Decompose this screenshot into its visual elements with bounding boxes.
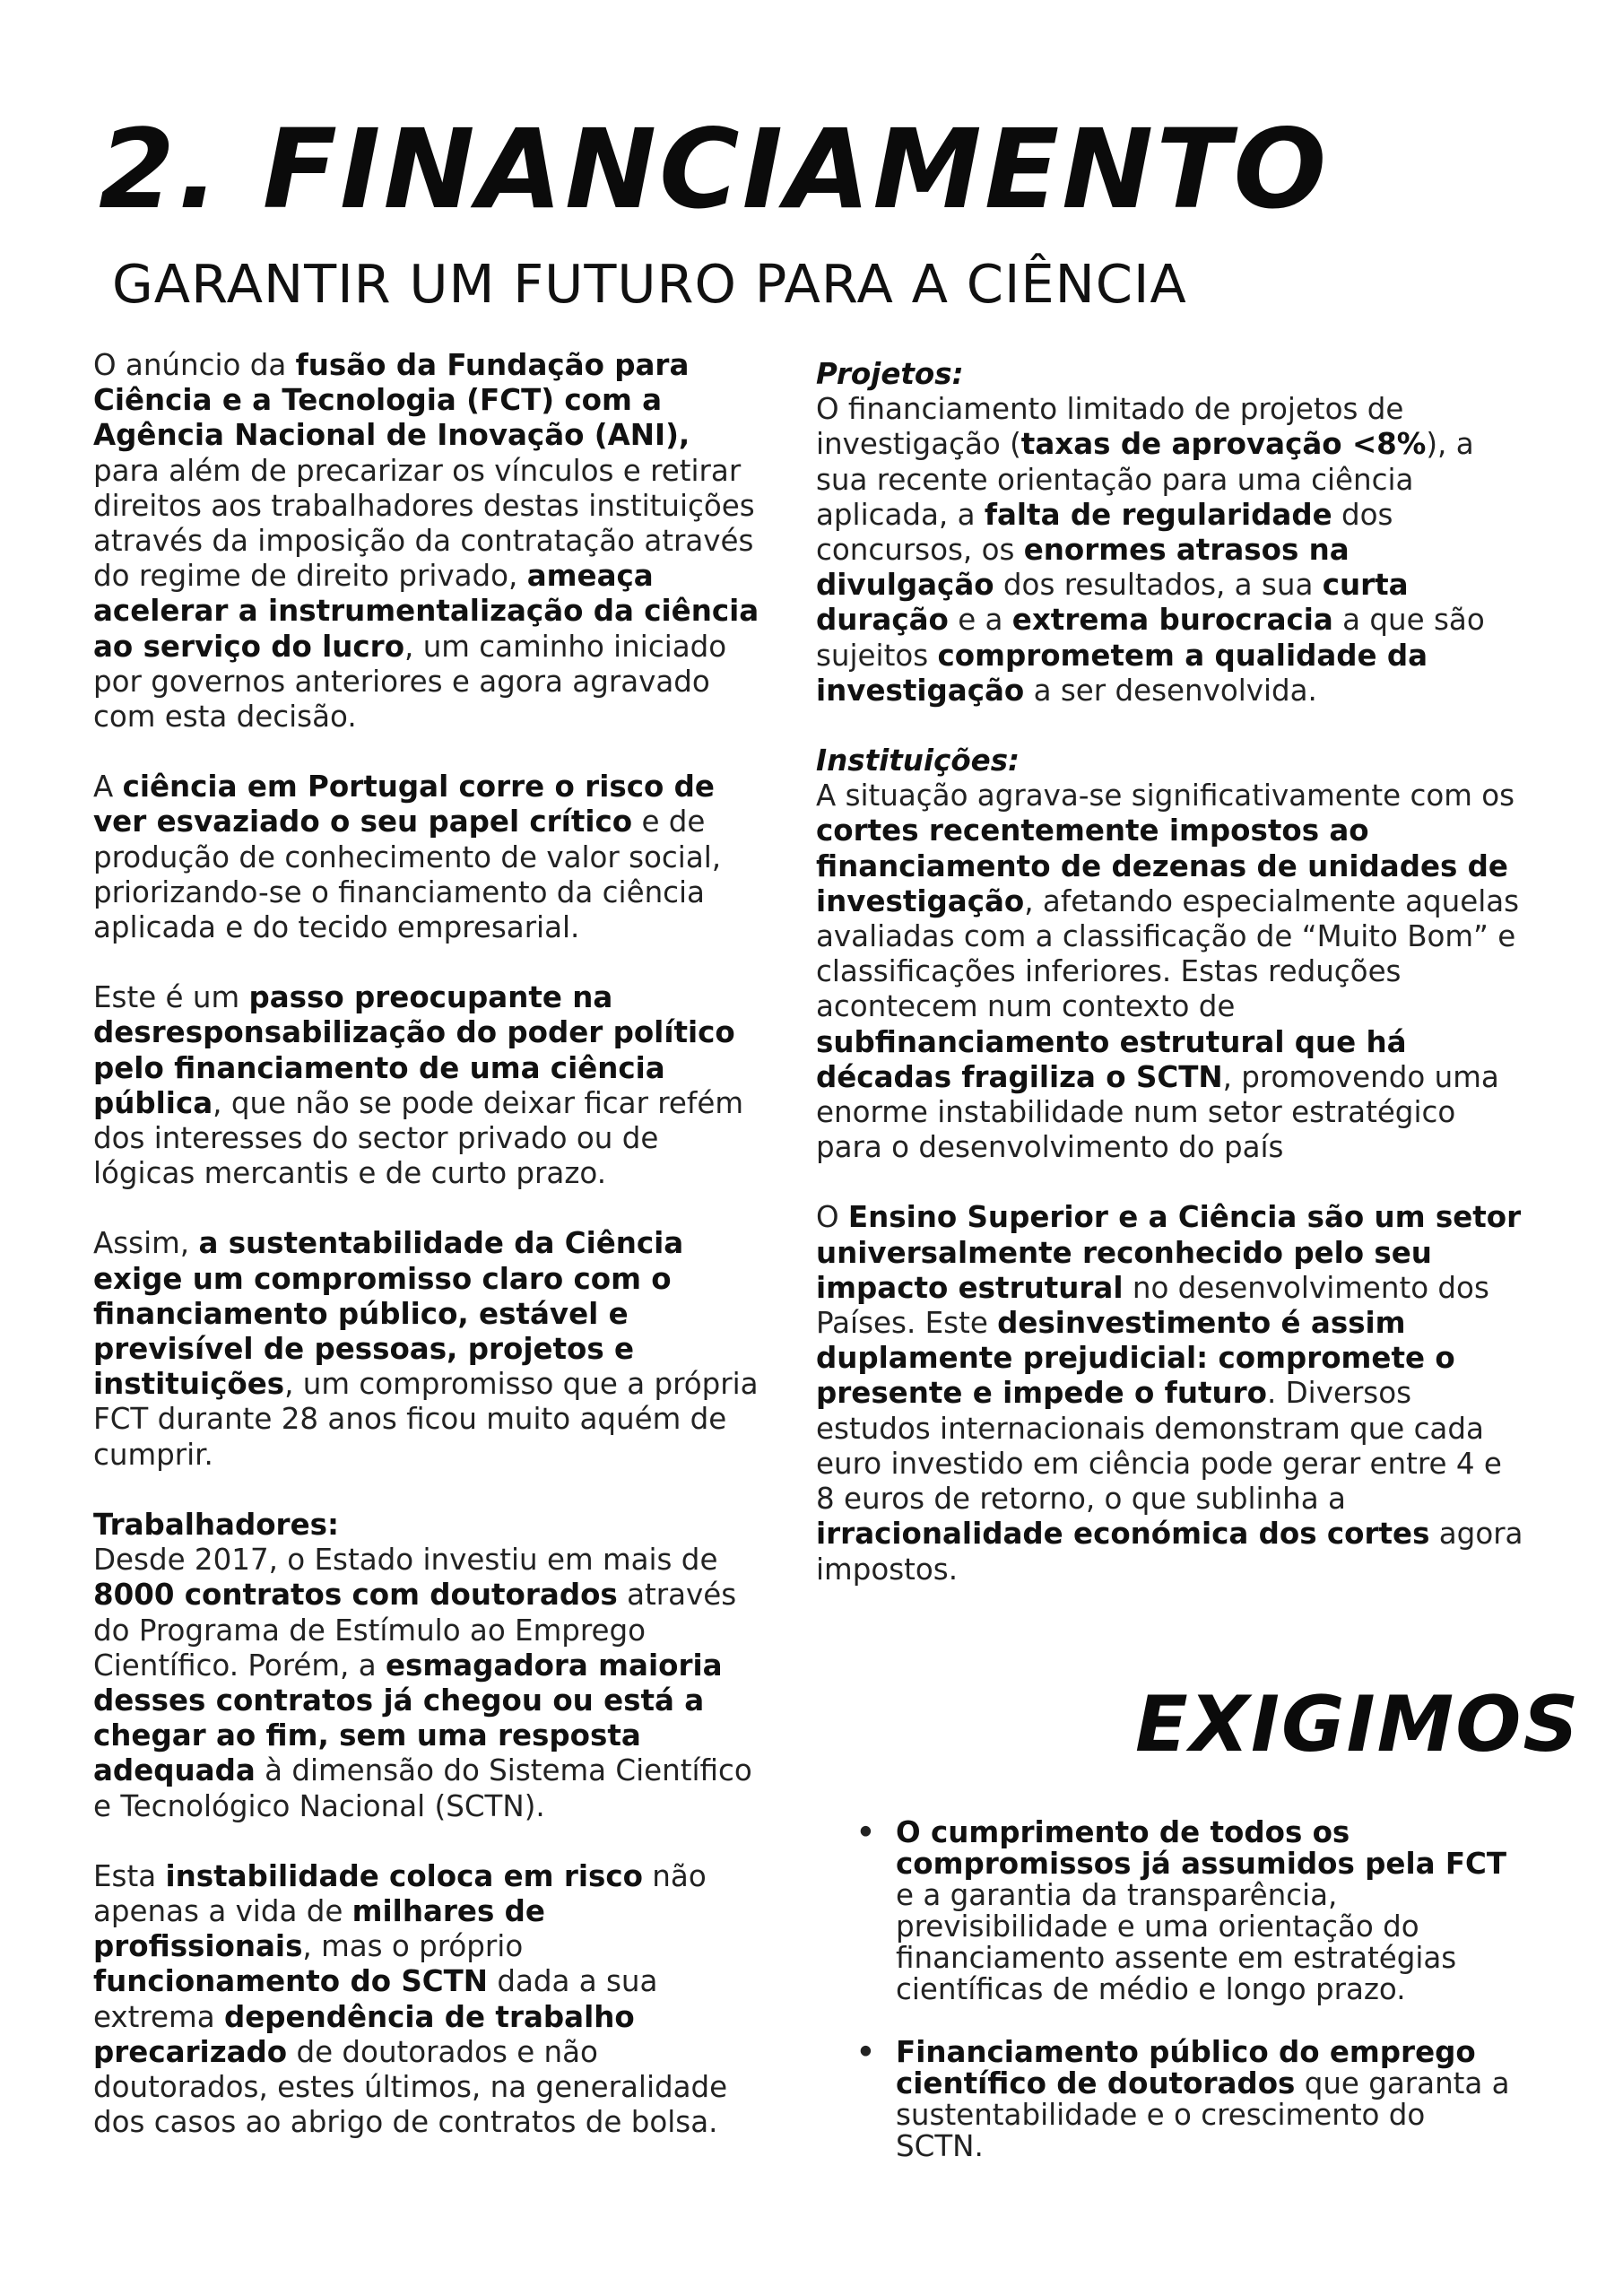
text: . Diversos estudos internacionais demonstram que cada euro investido em ciência pode gerar entre 4 e 8 euros de retorno, o que sublinha a: [816, 1376, 1502, 1517]
section-heading-institutions: Instituições:: [816, 744, 1020, 778]
text: através do Programa de Estímulo ao Emprego Científico. Porém, a: [93, 1578, 737, 1683]
page-title: 2. FINANCIAMENTO: [99, 106, 1330, 233]
paragraph-science-portugal: [93, 770, 761, 945]
text: , que não se pode deixar ficar refém dos interesses do sector privado ou de lógicas mercantis e de curto prazo.: [93, 1085, 744, 1191]
text: Desde 2017, o Estado investiu em mais de: [93, 1543, 718, 1578]
text: ), a sua recente orientação para uma ciência aplicada, a: [816, 427, 1474, 532]
text: para além de precarizar os vínculos e retirar direitos aos trabalhadores destas instituições através da imposição da contratação através do regime de direito privado,: [93, 453, 755, 594]
section-heading-workers: Trabalhadores:: [93, 1507, 339, 1542]
emphasis: dependência de trabalho precarizado: [93, 1999, 635, 2069]
emphasis: milhares de profissionais: [93, 1893, 545, 1964]
text: no desenvolvimento dos Países. Este: [816, 1270, 1489, 1341]
paragraph-instability: [93, 1859, 761, 2141]
emphasis: funcionamento do SCTN: [93, 1964, 488, 1999]
emphasis: irracionalidade económica dos cortes: [816, 1517, 1430, 1552]
emphasis: 8000 contratos com doutorados: [93, 1578, 618, 1613]
text: A situação agrava-se significativamente com os: [816, 778, 1515, 813]
emphasis: Ensino Superior e a Ciência são um setor universalmente reconhecido pelo seu impacto estrutural: [816, 1200, 1522, 1305]
emphasis: falta de regularidade: [984, 497, 1332, 532]
page-subtitle: GARANTIR UM FUTURO PARA A CIÊNCIA: [112, 253, 1187, 315]
emphasis: esmagadora maioria desses contratos já chegou ou está a chegar ao fim, sem uma resposta adequada: [93, 1648, 723, 1788]
emphasis: a sustentabilidade da Ciência exige um compromisso claro com o financiamento público, estável e previsível de pessoas, projetos e instituições: [93, 1226, 684, 1402]
paragraph-institutions: [816, 744, 1524, 1165]
emphasis: desinvestimento é assim duplamente prejudicial: compromete o presente e impede o futuro: [816, 1306, 1455, 1411]
emphasis: cortes recentemente impostos ao financiamento de dezenas de unidades de investigação: [816, 813, 1508, 918]
text: que garanta a sustentabilidade e o crescimento do SCTN.: [896, 2066, 1510, 2163]
emphasis: passo preocupante na desresponsabilização do poder político pelo financiamento de uma ciência pública: [93, 980, 735, 1120]
text: A: [93, 770, 123, 804]
emphasis: ciência em Portugal corre o risco de ver esvaziado o seu papel crítico: [93, 770, 715, 839]
text: de doutorados e não doutorados, estes últimos, na generalidade dos casos ao abrigo de contratos de bolsa.: [93, 2034, 728, 2140]
bullet-icon: •: [856, 1815, 875, 1849]
paragraph-higher-education: [816, 1200, 1524, 1587]
paragraph-projects: [816, 357, 1524, 709]
emphasis: fusão da Fundação para Ciência e a Tecnologia (FCT) com a Agência Nacional de Inovação (ANI),: [93, 348, 690, 453]
left-column: [93, 348, 761, 2175]
text: agora impostos.: [816, 1517, 1523, 1587]
emphasis: extrema burocracia: [1011, 603, 1333, 638]
text: dos concursos, os: [816, 497, 1393, 568]
text: dada a sua extrema: [93, 1964, 658, 2034]
text: O: [816, 1200, 848, 1235]
text: não apenas a vida de: [93, 1858, 707, 1928]
emphasis: O cumprimento de todos os compromissos já assumidos pela FCT: [896, 1815, 1507, 1881]
text: a ser desenvolvida.: [1024, 673, 1317, 708]
text: , um caminho iniciado por governos anteriores e agora agravado com esta decisão.: [93, 629, 727, 735]
text: , promovendo uma enorme instabilidade num setor estratégico para o desenvolvimento do país: [816, 1059, 1499, 1165]
paragraph-workers: [93, 1508, 761, 1824]
demands-list: [856, 1817, 1520, 2194]
emphasis: instabilidade coloca em risco: [165, 1858, 643, 1893]
section-heading-projects: Projetos:: [816, 357, 964, 391]
text: O financiamento limitado de projetos de investigação (: [816, 392, 1404, 462]
emphasis: ameaça acelerar a instrumentalização da ciência ao serviço do lucro: [93, 559, 759, 664]
emphasis: Financiamento público do emprego científico de doutorados: [896, 2035, 1476, 2100]
text: Assim,: [93, 1226, 199, 1261]
demand-item: [856, 2037, 1520, 2162]
text: , afetando especialmente aquelas avaliadas com a classificação de “Muito Bom” e classificações inferiores. Estas reduções acontecem num contexto de: [816, 883, 1520, 1024]
text: O anúncio da: [93, 348, 296, 382]
text: Esta: [93, 1858, 166, 1893]
right-column: [816, 357, 1524, 1622]
text: e a: [948, 603, 1012, 638]
emphasis: curta duração: [816, 568, 1409, 638]
text: a que são sujeitos: [816, 603, 1485, 673]
text: , mas o próprio: [302, 1929, 524, 1964]
text: , um compromisso que a própria FCT durante 28 anos ficou muito aquém de cumprir.: [93, 1367, 759, 1472]
text: e a garantia da transparência, previsibilidade e uma orientação do financiamento assente em estratégias científicas de médio e longo prazo.: [896, 1878, 1457, 2006]
paragraph-worrying-step: [93, 980, 761, 1191]
text: à dimensão do Sistema Científico e Tecnológico Nacional (SCTN).: [93, 1753, 752, 1823]
text: dos resultados, a sua: [994, 568, 1323, 603]
emphasis: comprometem a qualidade da investigação: [816, 638, 1428, 708]
paragraph-sustainability: [93, 1226, 761, 1472]
emphasis: subfinanciamento estrutural que há décadas fragiliza o SCTN: [816, 1024, 1407, 1094]
demands-title: EXIGIMOS: [1135, 1680, 1581, 1770]
emphasis: enormes atrasos na divulgação: [816, 533, 1350, 603]
emphasis: taxas de aprovação <8%: [1020, 427, 1427, 462]
paragraph-fct-ani-merger: [93, 348, 761, 735]
text: e de produção de conhecimento de valor social, priorizando-se o financiamento da ciência aplicada e do tecido empresarial.: [93, 804, 722, 945]
text: Este é um: [93, 980, 249, 1015]
demand-item: [856, 1817, 1520, 2005]
bullet-icon: •: [856, 2035, 875, 2069]
